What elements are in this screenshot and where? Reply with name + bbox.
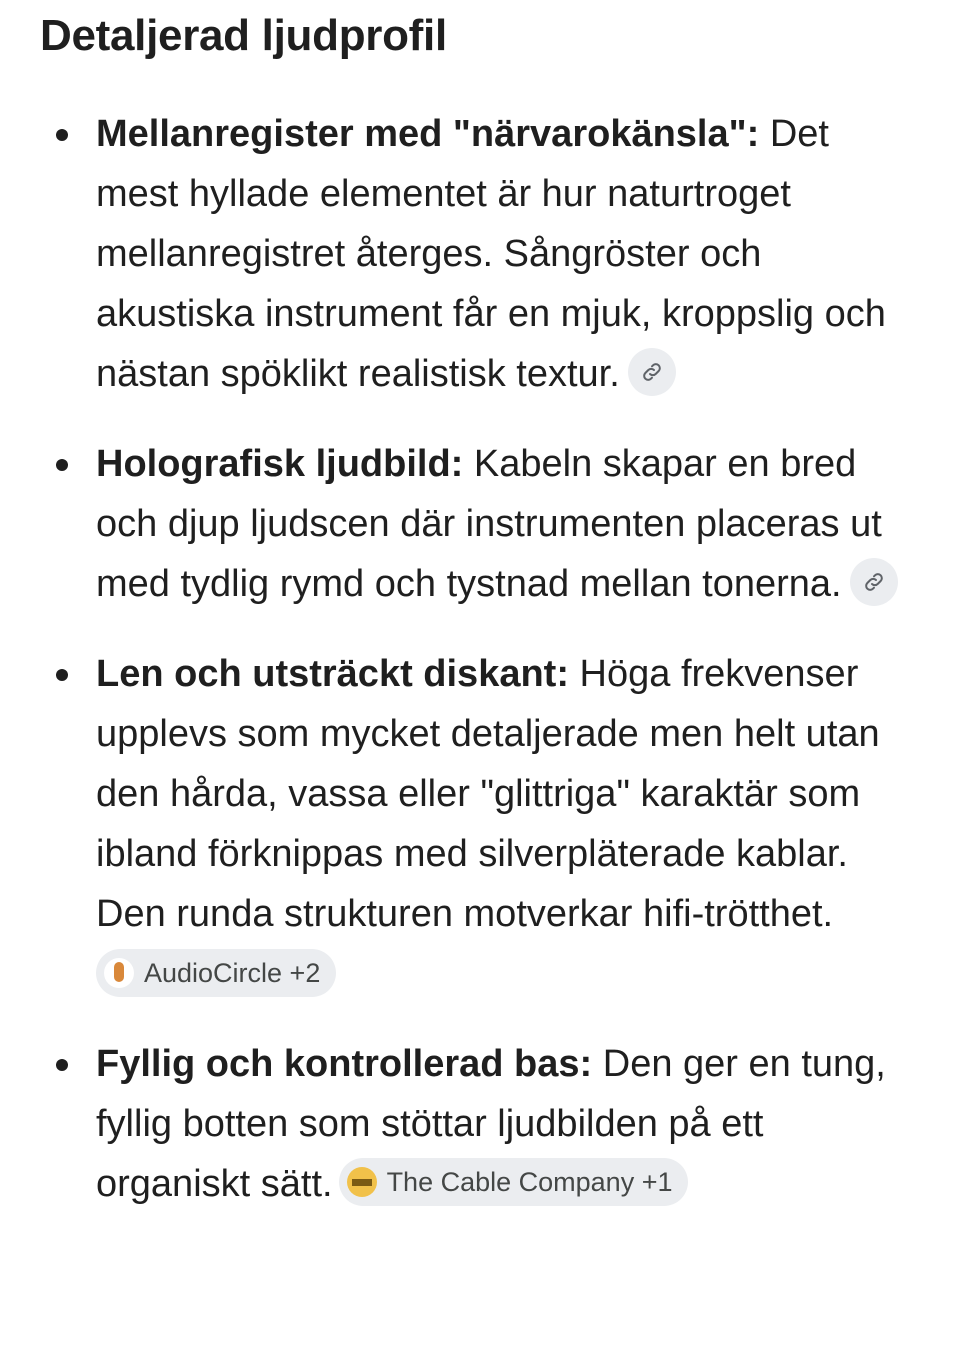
source-chip-audiocircle[interactable]: [96, 949, 336, 997]
bullet-text: Den ger en tung, fyllig botten som stöttar ljudbilden på ett organiskt sätt.: [96, 1043, 886, 1205]
list-item: [40, 644, 920, 1004]
link-icon: [862, 570, 886, 594]
section-title: Detaljerad ljudprofil: [40, 11, 447, 60]
bullet-term: Holografisk ljudbild:: [96, 443, 464, 485]
bullet-list: [40, 104, 920, 1214]
source-link-button[interactable]: [850, 558, 898, 606]
bullet-text: Kabeln skapar en bred och djup ljudscen där instrumenten placeras ut med tydlig rymd och tystnad mellan tonerna.: [96, 443, 882, 605]
bullet-term: Len och utsträckt diskant:: [96, 653, 569, 695]
source-chip-label: The Cable Company +1: [386, 1166, 673, 1197]
source-link-button[interactable]: [628, 348, 676, 396]
bullet-text: Det mest hyllade elementet är hur naturtroget mellanregistret återges. Sångröster och akustiska instrument får en mjuk, kroppslig och nästan spöklikt realistisk textur.: [96, 113, 886, 395]
list-item: [40, 104, 920, 404]
cable-company-favicon-icon: [347, 1167, 377, 1197]
bullet-text: Höga frekvenser upplevs som mycket detaljerade men helt utan den hårda, vassa eller "glittriga" karaktär som ibland förknippas med silverpläterade kablar. Den runda strukturen motverkar hifi-trötthet.: [96, 653, 880, 935]
source-chip-row: [96, 944, 920, 1004]
bullet-term: Fyllig och kontrollerad bas:: [96, 1043, 593, 1085]
list-item: [40, 434, 920, 614]
link-icon: [640, 360, 664, 384]
bullet-term: Mellanregister med "närvarokänsla":: [96, 113, 760, 155]
source-chip-cable-company[interactable]: [339, 1158, 689, 1206]
list-item: [40, 1034, 920, 1214]
source-chip-label: AudioCircle +2: [144, 957, 321, 988]
audiocircle-favicon-icon: [104, 958, 134, 988]
